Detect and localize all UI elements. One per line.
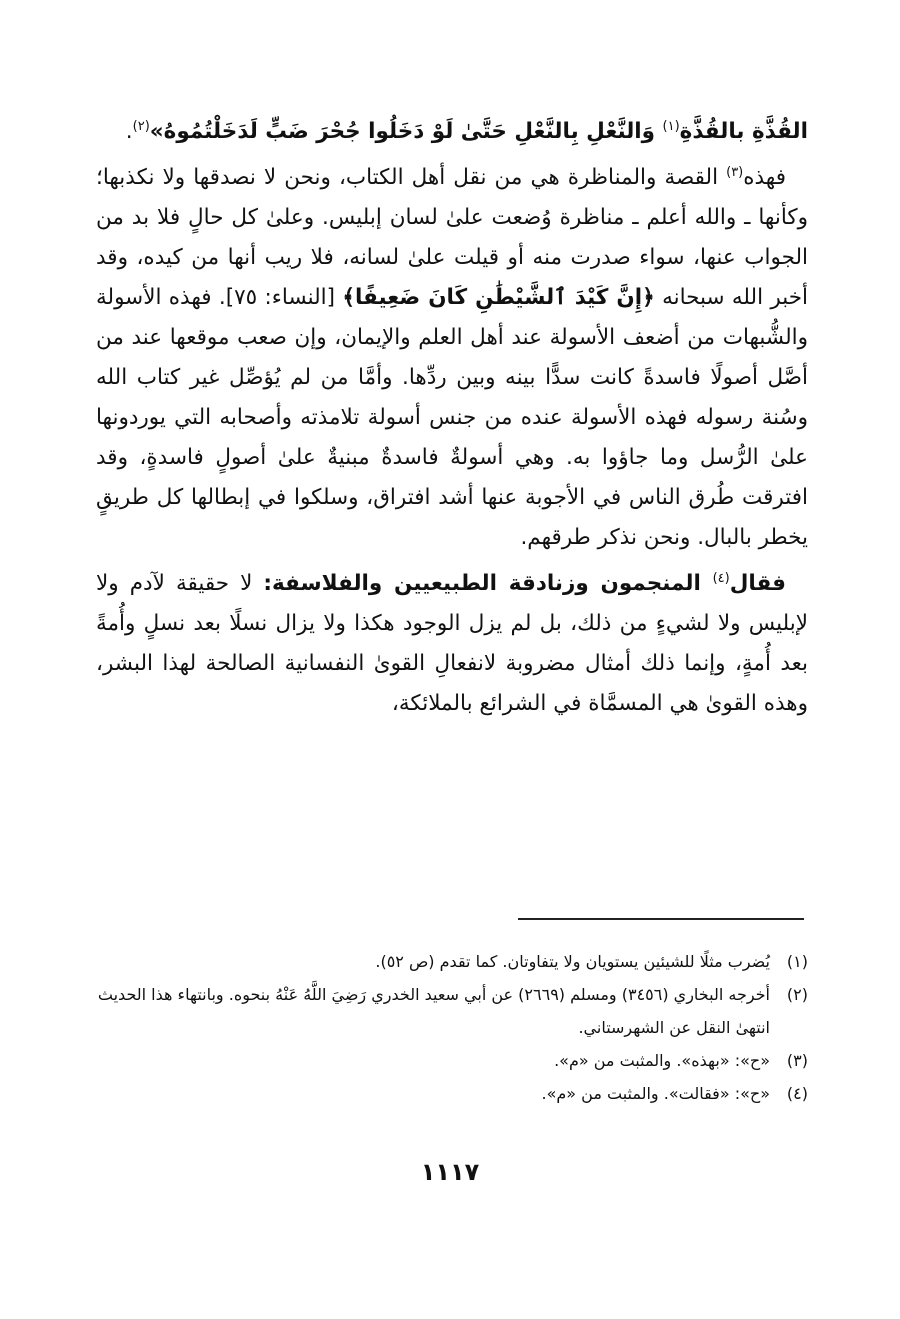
footnote-number: (٣) [786,1051,808,1070]
footnote-ref-3[interactable]: (٣) [726,164,744,180]
footnote-ref-1[interactable]: (١) [662,118,680,134]
footnotes [96,945,808,1110]
hadith-text: القُذَّةِ بالقُذَّةِ [679,119,808,144]
sentence-end: . [125,119,133,144]
footnote-number: (٢) [786,985,808,1004]
footnote-ref-2[interactable]: (٢) [132,118,150,134]
paragraph-lead-word: فقال [729,571,786,596]
footnote-1 [96,945,808,978]
footnote-ref-4[interactable]: (٤) [712,570,730,586]
footnote-text: «ح»: «بهذه». والمثبت من «م». [554,1051,770,1070]
page-number: ١١١٧ [420,1158,480,1186]
paragraph-text: لا حقيقة لآدم ولا لإبليس ولا لشيءٍ من ذلك، بل لم يزل الوجود هكذا ولا يزال نسلًا بعد نسلٍ وأُمةً بعد أُمةٍ، وإنما ذلك أمثال مضروبة لانفعالِ القوىٰ النفسانية الصالحة لهذا البشر، وهذه القوىٰ هي المسمَّاة في الشرائع بالملائكة، [96,571,808,716]
footnote-2 [96,978,808,1044]
paragraph-text-continued: [النساء: ٧٥]. فهذه الأسولة والشُّبهات من أضعف الأسولة عند أهل العلم والإيمان، وإن صعب موقعها عند من أصَّل أصولًا فاسدةً كانت سدًّا بينه وبين ردِّها. وأمَّا من لم يُؤصِّل غير كتاب الله وسُنة رسوله فهذه الأسولة عنده من جنس أسولة تلامذته وأصحابه التي يوردونها علىٰ الرُّسل وما جاؤوا به. وهي أسولةٌ فاسدةٌ مبنيةٌ علىٰ أصولٍ فاسدةٍ، وقد افترقت طُرق الناس في الأجوبة عنها أشد افتراق، وسلكوا في إبطالها كل طريقٍ يخطر بالبال. ونحن نذكر طرقهم. [96,285,808,550]
footnote-text: أخرجه البخاري (٣٤٥٦) ومسلم (٢٦٦٩) عن أبي سعيد الخدري رَضِيَ اللَّهُ عَنْهُ بنحوه. وبانتهاء هذا الحديث انتهىٰ النقل عن الشهرستاني. [97,985,770,1037]
footnote-number: (٤) [786,1084,808,1103]
paragraph-hadith-end [96,112,808,152]
footnote-divider [518,918,804,920]
section-heading: المنجمون وزنادقة الطبيعيين والفلاسفة: [263,571,713,596]
page-body [96,112,808,724]
footnote-number: (١) [786,952,808,971]
footnote-text: «ح»: «فقالت». والمثبت من «م». [541,1084,770,1103]
footnote-4 [96,1077,808,1110]
hadith-text-continued: وَالنَّعْلِ بِالنَّعْلِ حَتَّىٰ لَوْ دَخَلُوا جُحْرَ ضَبٍّ لَدَخَلْتُمُوهُ» [149,119,663,144]
paragraph-lead-word: فهذه [743,165,786,190]
footnote-text: يُضرب مثلًا للشيئين يستويان ولا يتفاوتان. كما تقدم (ص ٥٢). [375,952,770,971]
main-text [96,112,808,724]
paragraph-text: القصة والمناظرة هي من نقل أهل الكتاب، ونحن لا نصدقها ولا نكذبها؛ وكأنها ـ والله أعلم ـ مناظرة وُضعت علىٰ لسان إبليس. وعلىٰ كل حالٍ فلا بد من الجواب عنها، سواء صدرت منه أو قيلت علىٰ لسانه، فلا ريب أنها من كيده، وقد أخبر الله سبحانه [96,165,809,310]
quran-verse: ﴿إِنَّ كَيْدَ ٱلشَّيْطَٰنِ كَانَ ضَعِيفًا﴾ [342,285,655,310]
paragraph-astrologers [96,564,808,724]
paragraph-story [96,158,808,558]
footnote-3 [96,1044,808,1077]
